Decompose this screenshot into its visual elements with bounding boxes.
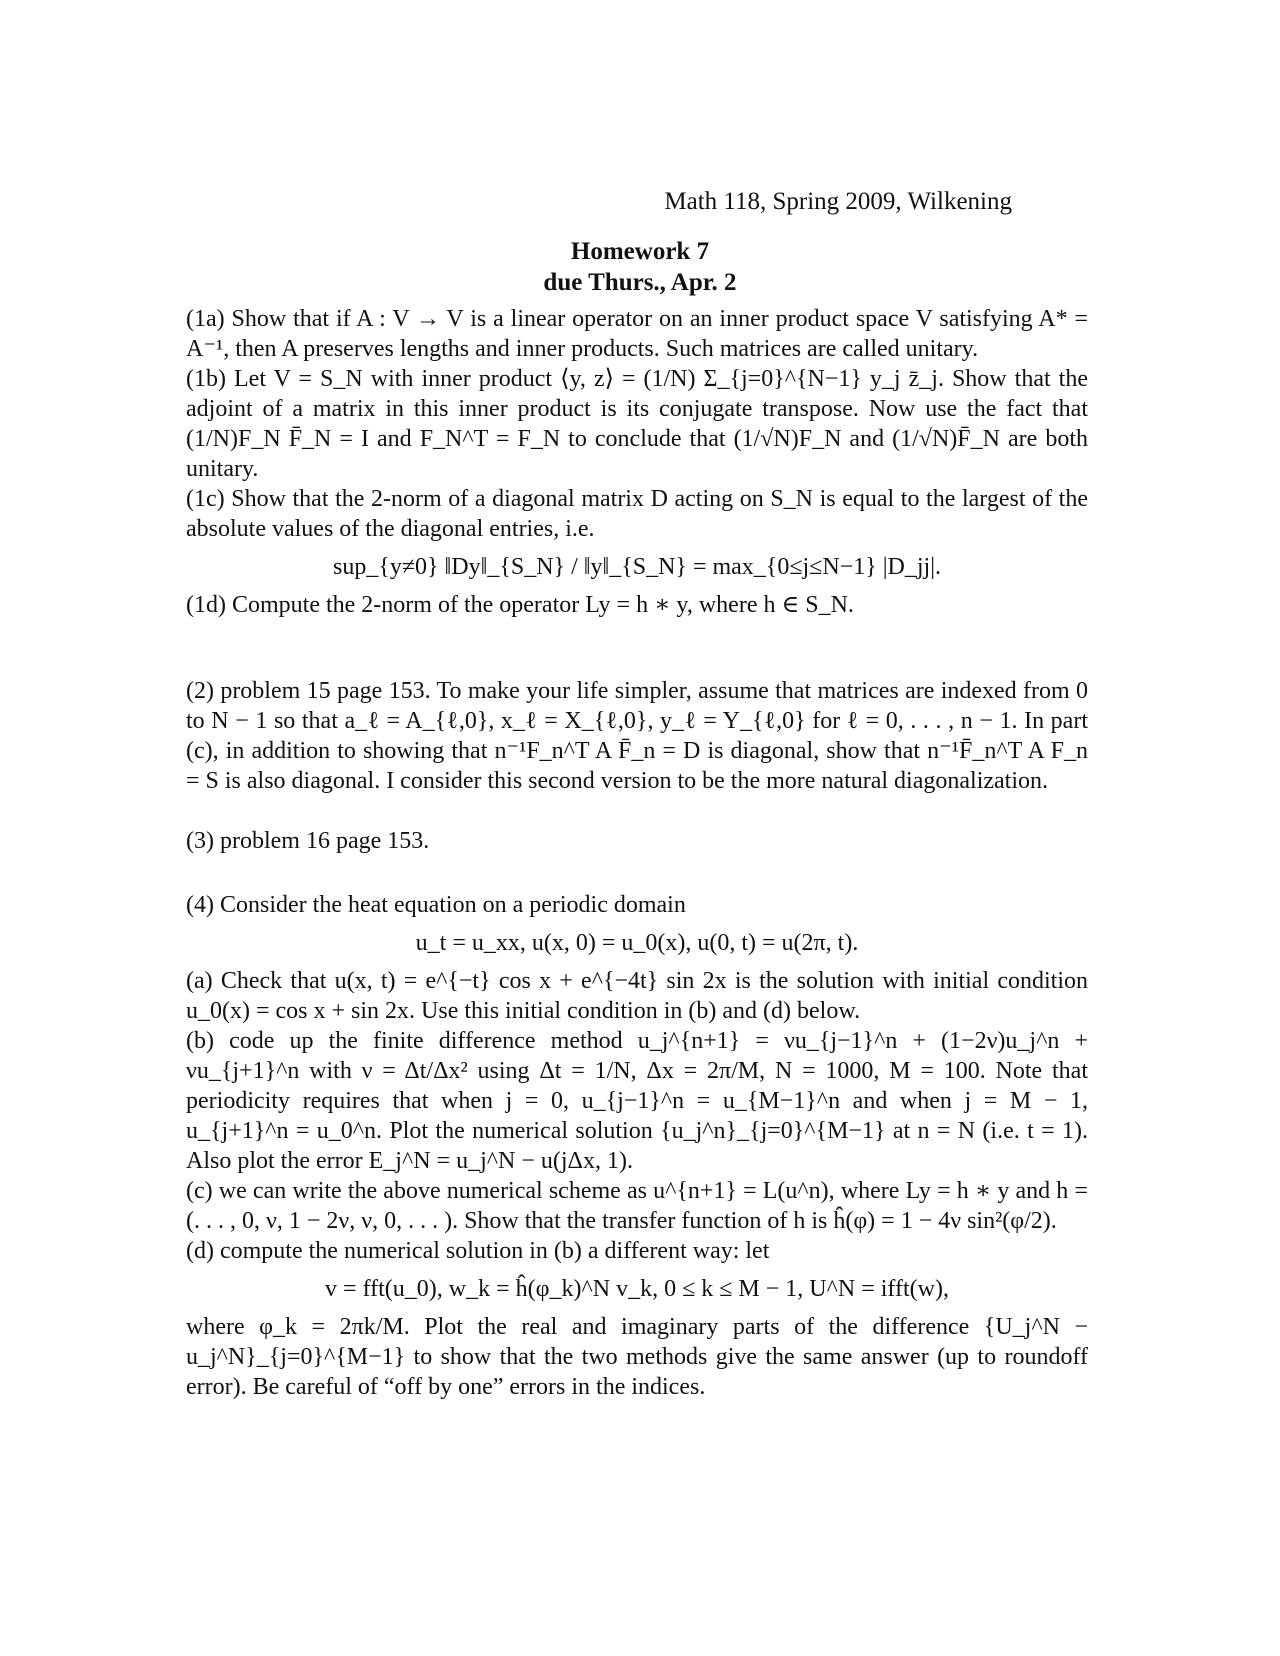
problem-4-intro: (4) Consider the heat equation on a periodic domain [186, 892, 686, 918]
problem-4b: (b) code up the finite difference method u_j^{n+1} = νu_{j−1}^n + (1−2ν)u_j^n + νu_{j+1}^n with ν = Δt/Δx² using Δt = 1/N, Δx = 2π/M, N = 1000, M = 100. Note that periodicity requires that when j = 0, u_{j−1}^n = u_{M−1}^n and when j = M − 1, u_{j+1}^n = u_0^n. Plot the numerical solution {u_j^n}_{j=0}^{M−1} at n = N (i.e. t = 1). Also plot the error E_j^N = u_j^N − u(jΔx, 1). [186, 1028, 1088, 1174]
problem-1 [186, 304, 1088, 620]
problem-1d: (1d) Compute the 2-norm of the operator Ly = h ∗ y, where h ∈ S_N. [186, 592, 854, 618]
equation-heat: u_t = u_xx, u(x, 0) = u_0(x), u(0, t) = u(2π, t). [415, 930, 859, 956]
due-date: due Thurs., Apr. 2 [543, 269, 737, 296]
problem-4a: (a) Check that u(x, t) = e^{−t} cos x + e^{−4t} sin 2x is the solution with initial condition u_0(x) = cos x + sin 2x. Use this initial condition in (b) and (d) below. [186, 968, 1088, 1024]
equation-1c: sup_{y≠0} ‖Dy‖_{S_N} / ‖y‖_{S_N} = max_{0≤j≤N−1} |D_jj|. [333, 554, 941, 580]
problem-1b: (1b) Let V = S_N with inner product ⟨y, z⟩ = (1/N) Σ_{j=0}^{N−1} y_j z̄_j. Show that the adjoint of a matrix in this inner product is its conjugate transpose. Now use the fact that (1/N)F_N F̄_N = I and F_N^T = F_N to conclude that (1/√N)F_N and (1/√N)F̄_N are both unitary. [186, 366, 1088, 482]
title-block [0, 236, 1280, 298]
problem-1a: (1a) Show that if A : V → V is a linear operator on an inner product space V satisfying A* = A⁻¹, then A preserves lengths and inner products. Such matrices are called unitary. [186, 306, 1088, 362]
equation-fft: v = fft(u_0), w_k = ĥ(φ_k)^N v_k, 0 ≤ k ≤ M − 1, U^N = ifft(w), [325, 1276, 949, 1302]
problem-4d-end: where φ_k = 2πk/M. Plot the real and imaginary parts of the difference {U_j^N − u_j^N}_{j=0}^{M−1} to show that the two methods give the same answer (up to roundoff error). Be careful of “off by one” errors in the indices. [186, 1314, 1088, 1400]
problem-4c: (c) we can write the above numerical scheme as u^{n+1} = L(u^n), where Ly = h ∗ y and h = (. . . , 0, ν, 1 − 2ν, ν, 0, . . . ). Show that the transfer function of h is ĥ(φ) = 1 − 4ν sin²(φ/2). [186, 1178, 1088, 1234]
problem-4 [186, 890, 1088, 1402]
problem-3 [186, 826, 1088, 856]
course-header: Math 118, Spring 2009, Wilkening [664, 188, 1012, 215]
problem-4d: (d) compute the numerical solution in (b) a different way: let [186, 1238, 770, 1264]
problem-1c: (1c) Show that the 2-norm of a diagonal matrix D acting on S_N is equal to the largest of the absolute values of the diagonal entries, i.e. [186, 486, 1088, 542]
problem-3-text: (3) problem 16 page 153. [186, 828, 430, 854]
problem-2-text: (2) problem 15 page 153. To make your life simpler, assume that matrices are indexed from 0 to N − 1 so that a_ℓ = A_{ℓ,0}, x_ℓ = X_{ℓ,0}, y_ℓ = Y_{ℓ,0} for ℓ = 0, . . . , n − 1. In part (c), in addition to showing that n⁻¹F_n^T A F̄_n = D is diagonal, show that n⁻¹F̄_n^T A F_n = S is also diagonal. I consider this second version to be the more natural diagonalization. [186, 678, 1088, 794]
homework-title: Homework 7 [570, 238, 710, 265]
problem-2 [186, 676, 1088, 796]
